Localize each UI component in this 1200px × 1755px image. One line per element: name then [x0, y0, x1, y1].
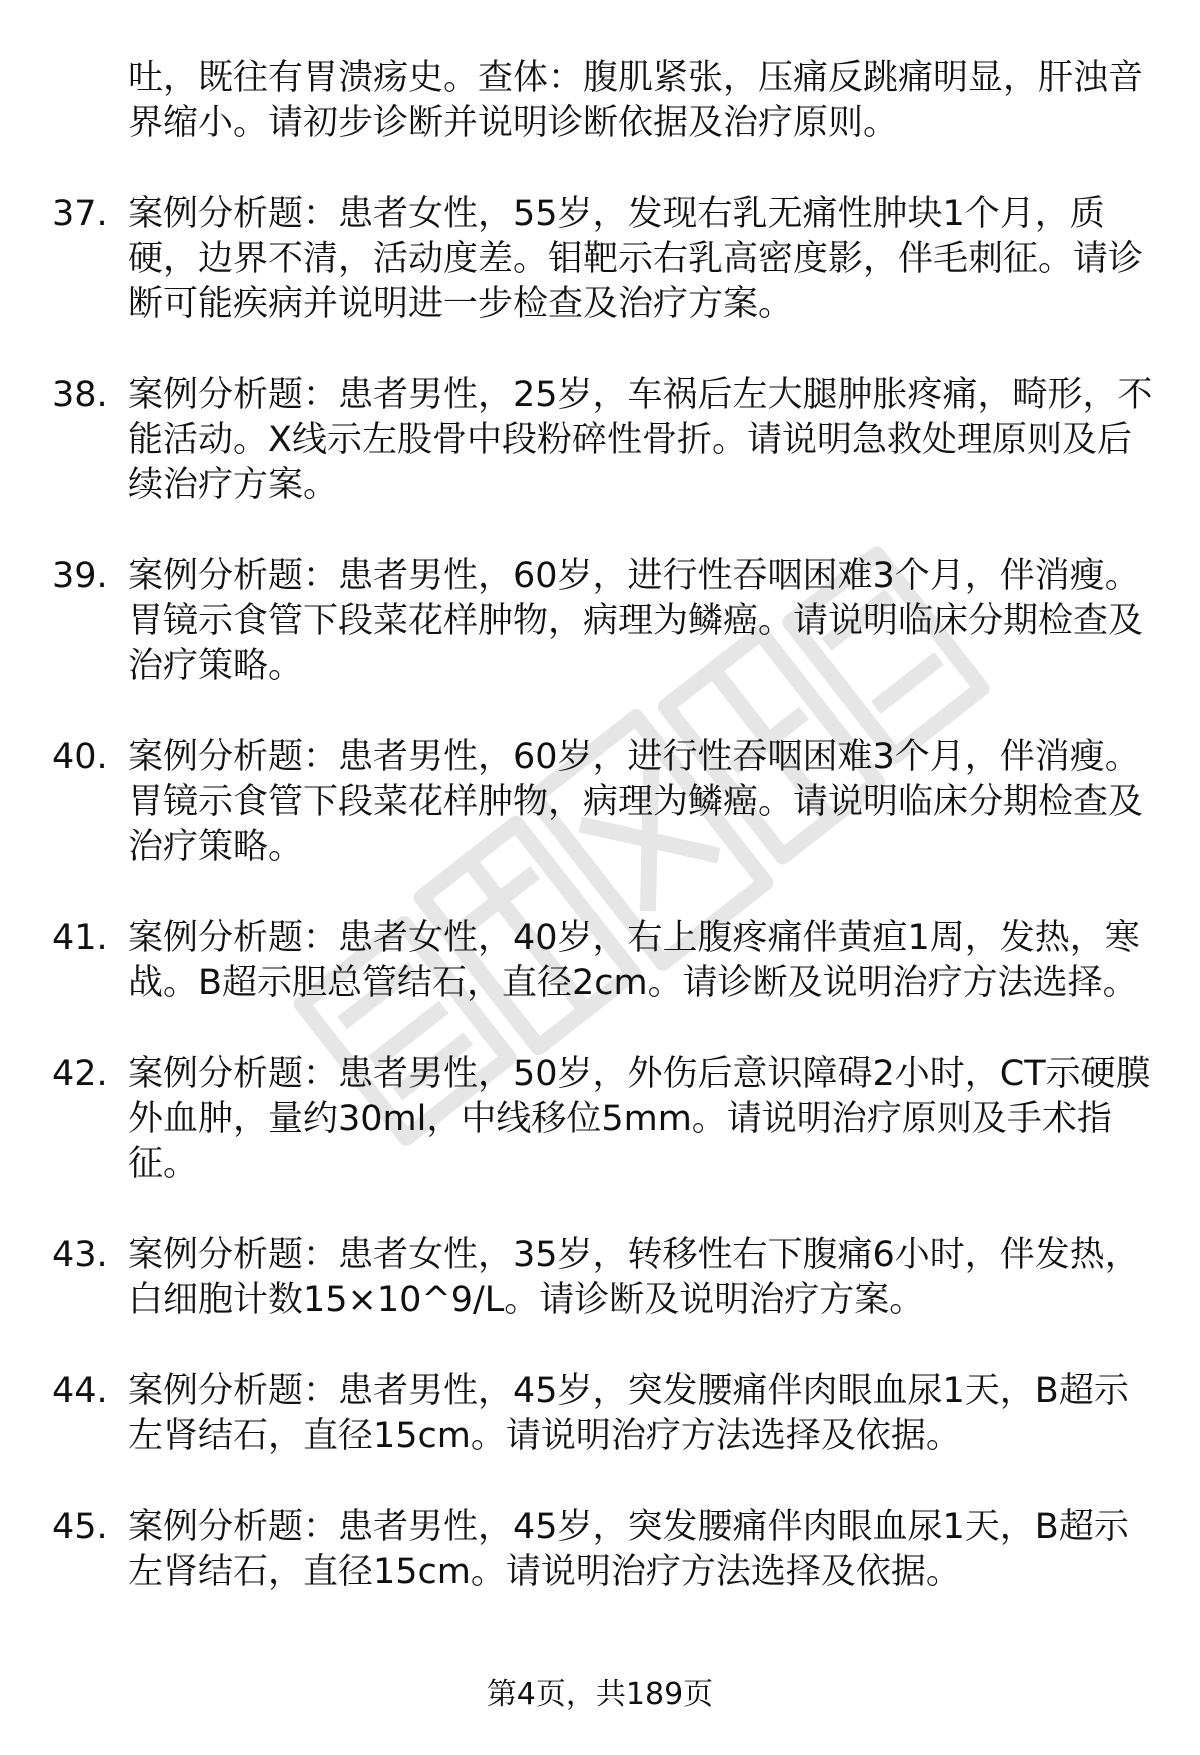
question-text: 案例分析题：患者女性，55岁，发现右乳无痛性肿块1个月，质硬，边界不清，活动度差。钼靶示右乳高密度影，伴毛刺征。请诊断可能疾病并说明进一步检查及治疗方案。	[128, 194, 1144, 324]
question-number: 40.	[52, 737, 108, 777]
question-text: 案例分析题：患者女性，40岁，右上腹疼痛伴黄疸1周，发热，寒战。B超示胆总管结石，直径2cm。请诊断及说明治疗方法选择。	[128, 918, 1140, 1003]
question-text: 案例分析题：患者男性，50岁，外伤后意识障碍2小时，CT示硬膜外血肿，量约30ml，中线移位5mm。请说明治疗原则及手术指征。	[128, 1054, 1151, 1184]
question-number: 42.	[52, 1054, 108, 1094]
question-number: 39.	[52, 556, 108, 596]
question-item	[0, 735, 1158, 870]
continuation-text: 吐，既往有胃溃疡史。查体：腹肌紧张，压痛反跳痛明显，肝浊音界缩小。请初步诊断并说明诊断依据及治疗原则。	[128, 58, 1144, 143]
question-text: 案例分析题：患者男性，45岁，突发腰痛伴肉眼血尿1天，B超示左肾结石，直径15cm。请说明治疗方法选择及依据。	[128, 1507, 1129, 1592]
question-number: 43.	[52, 1235, 108, 1275]
question-item	[0, 192, 1158, 327]
question-item	[0, 1369, 1158, 1459]
question-list	[0, 56, 1200, 1595]
question-number: 41.	[52, 918, 108, 958]
question-item	[0, 554, 1158, 689]
question-text: 案例分析题：患者男性，25岁，车祸后左大腿肿胀疼痛，畸形，不能活动。X线示左股骨中段粉碎性骨折。请说明急救处理原则及后续治疗方案。	[128, 375, 1153, 505]
question-text: 案例分析题：患者男性，60岁，进行性吞咽困难3个月，伴消瘦。胃镜示食管下段菜花样肿物，病理为鳞癌。请说明临床分期检查及治疗策略。	[128, 556, 1144, 686]
question-item	[0, 1505, 1158, 1595]
question-item	[0, 373, 1158, 508]
question-text: 案例分析题：患者男性，45岁，突发腰痛伴肉眼血尿1天，B超示左肾结石，直径15cm。请说明治疗方法选择及依据。	[128, 1371, 1129, 1456]
question-number: 44.	[52, 1371, 108, 1411]
question-item	[0, 916, 1158, 1006]
question-number: 38.	[52, 375, 108, 415]
question-text: 案例分析题：患者女性，35岁，转移性右下腹痛6小时，伴发热，白细胞计数15×10^9/L。请诊断及说明治疗方案。	[128, 1235, 1140, 1320]
question-text: 案例分析题：患者男性，60岁，进行性吞咽困难3个月，伴消瘦。胃镜示食管下段菜花样肿物，病理为鳞癌。请说明临床分期检查及治疗策略。	[128, 737, 1144, 867]
question-number: 37.	[52, 194, 108, 234]
question-item	[0, 1233, 1158, 1323]
question-item	[0, 1052, 1158, 1187]
question-number: 45.	[52, 1507, 108, 1547]
page-footer: 第4页，共189页	[486, 1677, 714, 1712]
